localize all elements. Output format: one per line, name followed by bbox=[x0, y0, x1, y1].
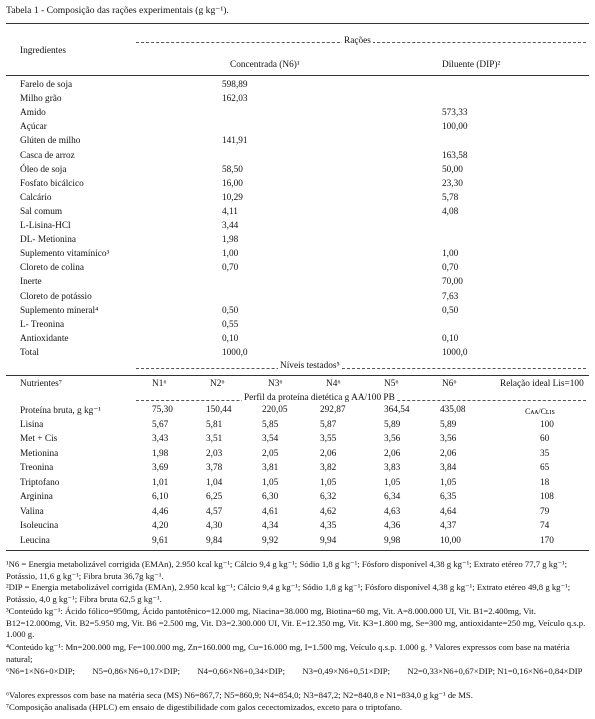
concentrada-value: 141,91 bbox=[222, 136, 248, 147]
table-row bbox=[0, 492, 595, 506]
nutrient-name: Leucina bbox=[20, 535, 50, 546]
level-n2-value: 150,44 bbox=[206, 405, 232, 415]
level-n3-value: 5,85 bbox=[262, 419, 279, 430]
level-n4-value: 9,94 bbox=[320, 535, 337, 546]
relacao-value: 60 bbox=[540, 434, 550, 444]
level-n4-value: 3,82 bbox=[320, 463, 337, 473]
ingredient-name: L-Lisina-HCl bbox=[20, 221, 71, 231]
relacao-value: 74 bbox=[540, 521, 550, 531]
table-row bbox=[0, 80, 595, 94]
table-row bbox=[0, 449, 595, 463]
table-row bbox=[0, 108, 595, 122]
nutrient-name: Proteína bruta, g kg⁻¹ bbox=[20, 406, 102, 416]
level-n6-value: 3,56 bbox=[440, 434, 457, 444]
nutrient-name: Lisina bbox=[20, 419, 44, 430]
level-n3-value: 4,34 bbox=[262, 521, 279, 531]
footnote: ¹N6 = Energia metabolizável corrigida (EMAn), 2.950 kcal kg⁻¹; Cálcio 9,4 g kg⁻¹; Sódio 1,8 g kg⁻¹; Fósforo disponível 4,38 g kg⁻¹; Extrato etéreo 77,7 g kg⁻¹; Potássio, 11,6 g kg⁻¹; Fibra bruta 36,7g kg⁻¹. bbox=[6, 559, 570, 581]
table-row bbox=[0, 122, 595, 136]
level-n4-value: 4,35 bbox=[320, 521, 337, 531]
diluente-value: 1,00 bbox=[442, 249, 459, 260]
concentrada-value: 3,44 bbox=[222, 221, 239, 231]
concentrada-value: 16,00 bbox=[222, 178, 243, 189]
relacao-value: 108 bbox=[540, 492, 554, 502]
table-row bbox=[0, 292, 595, 306]
ingredient-name: Antioxidante bbox=[20, 333, 69, 344]
level-n3-value: 3,54 bbox=[262, 434, 279, 444]
ingredient-name: Amido bbox=[20, 108, 46, 119]
level-n5-value: 4,36 bbox=[384, 521, 401, 531]
concentrada-value: 162,03 bbox=[222, 94, 248, 105]
level-n1-value: 4,46 bbox=[152, 506, 169, 517]
diluente-value: 70,00 bbox=[442, 277, 463, 288]
n2-header: N2⁶ bbox=[210, 379, 225, 389]
diluente-value: 1000,0 bbox=[442, 347, 468, 358]
footnote: ⁴Conteúdo kg⁻¹: Mn=200.000 mg, Fe=100.000 mg, Zn=160.000 mg, Cu=16.000 mg, I=1.500 mg, Veículo q.s.p. 1.000 g. ⁵ Valores expressos com base na matéria natural; bbox=[6, 642, 572, 664]
level-n2-value: 4,57 bbox=[206, 506, 223, 517]
level-n2-value: 4,30 bbox=[206, 521, 223, 531]
level-n2-value: 3,78 bbox=[206, 463, 223, 473]
level-n1-value: 5,67 bbox=[152, 419, 169, 430]
concentrada-header: Concentrada (N6)¹ bbox=[230, 60, 300, 70]
ingredient-name: Farelo de soja bbox=[20, 80, 73, 90]
level-n1-value: 1,01 bbox=[152, 477, 169, 488]
level-n4-value: 292,87 bbox=[320, 405, 346, 415]
table-row bbox=[0, 249, 595, 263]
level-n4-value: 4,62 bbox=[320, 506, 337, 517]
ingredient-name: Cloreto de colina bbox=[20, 263, 85, 274]
ingredient-name: Sal comum bbox=[20, 206, 63, 217]
level-n2-value: 1,04 bbox=[206, 477, 223, 488]
relacao-value: 170 bbox=[540, 535, 554, 546]
relacao-value: 100 bbox=[540, 419, 554, 430]
level-n6-value: 5,89 bbox=[440, 419, 457, 430]
ingredient-name: Suplemento mineral⁴ bbox=[20, 305, 99, 316]
ingredient-name: L- Treonina bbox=[20, 319, 65, 330]
level-n3-value: 1,05 bbox=[262, 477, 279, 488]
diluente-value: 100,00 bbox=[442, 122, 468, 133]
top-rule bbox=[6, 23, 589, 24]
footnote: ⁷Composição analisada (HPLC) em ensaio de digestibilidade com galos cecectomizados, exceto para o triptofano. bbox=[6, 702, 403, 712]
concentrada-value: 1000,0 bbox=[222, 347, 248, 358]
level-n5-value: 4,63 bbox=[384, 506, 401, 517]
table-row bbox=[0, 536, 595, 550]
nutrient-name: Valina bbox=[20, 506, 44, 517]
level-n5-value: 1,05 bbox=[384, 477, 401, 488]
table-row bbox=[0, 306, 595, 320]
niveis-span-rule bbox=[136, 368, 586, 369]
level-n3-value: 6,30 bbox=[262, 492, 279, 502]
table-row bbox=[0, 434, 595, 448]
relacao-value: 18 bbox=[540, 477, 550, 488]
footnote: ⁶Valores expressos com base na matéria seca (MS) N6=867,7; N5=860,9; N4=854,0; N3=847,2; N2=840,8 e N1=834,0 g kg⁻¹ de MS. bbox=[6, 690, 473, 700]
concentrada-value: 0,50 bbox=[222, 305, 239, 316]
concentrada-value: 0,55 bbox=[222, 319, 239, 330]
level-n2-value: 2,03 bbox=[206, 448, 223, 459]
level-n5-value: 9,98 bbox=[384, 535, 401, 546]
table-row bbox=[0, 478, 595, 492]
ingredient-name: Suplemento vitamínico³ bbox=[20, 249, 110, 260]
diluente-value: 0,50 bbox=[442, 305, 459, 316]
ingredient-name: Óleo de soja bbox=[20, 164, 67, 175]
level-n2-value: 3,51 bbox=[206, 434, 223, 444]
relacao-value: 35 bbox=[540, 448, 550, 459]
nutrient-name: Met + Cis bbox=[20, 434, 58, 444]
level-n5-value: 3,56 bbox=[384, 434, 401, 444]
footnote: ³Conteúdo kg⁻¹: Ácido fólico=950mg, Ácido pantotênico=12.000 mg, Niacina=38.000 mg, Biotina=60 mg, Vit. A=8.000.000 UI, Vit. B1=2.400mg, Vit. B12=12.000mg, Vit. B2=5.950 mg, Vit. B6 =2.500 mg, Vit. D3=2.300.000 UI, Vit. E=12.350 mg, Vit. K3=1.800 mg, Se=300 mg, antioxidante=250 mg, Veículo q.s.p. 1.000 g. bbox=[6, 606, 588, 640]
level-n6-value: 10,00 bbox=[440, 535, 461, 546]
table-caption: Tabela 1 - Composição das rações experimentais (g kg⁻¹). bbox=[6, 5, 229, 16]
nutrient-name: Metionina bbox=[20, 448, 59, 459]
diluente-value: 23,30 bbox=[442, 178, 463, 189]
caa-header: Cᴀᴀ/Cʟɪѕ bbox=[525, 407, 555, 416]
level-n4-value: 3,55 bbox=[320, 434, 337, 444]
table-row bbox=[0, 207, 595, 221]
level-n1-value: 3,43 bbox=[152, 434, 169, 444]
level-n1-value: 3,69 bbox=[152, 463, 169, 473]
level-n6-value: 435,08 bbox=[440, 405, 466, 415]
level-n4-value: 6,32 bbox=[320, 492, 337, 502]
level-n4-value: 5,87 bbox=[320, 419, 337, 430]
nutrient-name: Arginina bbox=[20, 492, 53, 502]
ingredientes-header: Ingredientes bbox=[20, 46, 66, 56]
table-row bbox=[0, 165, 595, 179]
nutrientes-header: Nutrientes⁷ bbox=[20, 379, 62, 389]
concentrada-value: 0,70 bbox=[222, 263, 239, 274]
footnote: ⁶N6=1×N6+0×DIP; N5=0,86×N6+0,17×DIP; N4=0,66×N6+0,34×DIP; N3=0,49×N6+0,51×DIP; N2=0,33×N6+0,67×DIP; N1=0,16×N6+0,84×DIP bbox=[6, 666, 583, 676]
level-n1-value: 6,10 bbox=[152, 492, 169, 502]
ingredient-name: Inerte bbox=[20, 277, 42, 288]
relacao-value: 79 bbox=[540, 506, 550, 517]
level-n2-value: 6,25 bbox=[206, 492, 223, 502]
diluente-value: 0,10 bbox=[442, 333, 459, 344]
table-row bbox=[0, 507, 595, 521]
n4-header: N4⁶ bbox=[326, 379, 341, 389]
concentrada-value: 58,50 bbox=[222, 164, 243, 175]
level-n6-value: 4,37 bbox=[440, 521, 457, 531]
level-n6-value: 6,35 bbox=[440, 492, 457, 502]
diluente-value: 0,70 bbox=[442, 263, 459, 274]
bottom-rule bbox=[6, 550, 589, 551]
table-row bbox=[0, 179, 595, 193]
concentrada-value: 1,98 bbox=[222, 235, 239, 246]
concentrada-value: 598,89 bbox=[222, 80, 248, 90]
level-n6-value: 4,64 bbox=[440, 506, 457, 517]
n6-header: N6⁶ bbox=[442, 379, 457, 389]
table-row bbox=[0, 193, 595, 207]
level-n2-value: 5,81 bbox=[206, 419, 223, 430]
relacao-header: Relação ideal Lis=100 bbox=[500, 379, 584, 389]
nutrient-name: Isoleucina bbox=[20, 521, 59, 531]
table-row bbox=[0, 94, 595, 108]
level-n5-value: 5,89 bbox=[384, 419, 401, 430]
diluente-value: 573,33 bbox=[442, 108, 468, 119]
diluente-value: 163,58 bbox=[442, 150, 468, 161]
ingredient-name: Fosfato bicálcico bbox=[20, 178, 84, 189]
concentrada-value: 0,10 bbox=[222, 333, 239, 344]
concentrada-value: 4,11 bbox=[222, 206, 238, 217]
level-n5-value: 364,54 bbox=[384, 405, 410, 415]
level-n6-value: 1,05 bbox=[440, 477, 457, 488]
ingredient-name: DL- Metionina bbox=[20, 235, 77, 246]
n5-header: N5⁶ bbox=[384, 379, 399, 389]
table-row bbox=[0, 334, 595, 348]
level-n4-value: 1,05 bbox=[320, 477, 337, 488]
level-n3-value: 9,92 bbox=[262, 535, 279, 546]
level-n6-value: 2,06 bbox=[440, 448, 457, 459]
n3-header: N3⁶ bbox=[268, 379, 283, 389]
racoes-header: Rações bbox=[344, 36, 371, 46]
table-row bbox=[0, 405, 595, 419]
level-n4-value: 2,06 bbox=[320, 448, 337, 459]
table-row bbox=[0, 320, 595, 334]
ingredient-name: Total bbox=[20, 347, 39, 358]
table-row bbox=[0, 151, 595, 165]
ingredient-name: Milho grão bbox=[20, 94, 62, 105]
level-n1-value: 9,61 bbox=[152, 535, 169, 546]
relacao-value: 65 bbox=[540, 463, 550, 473]
concentrada-value: 1,00 bbox=[222, 249, 239, 260]
table-row bbox=[0, 348, 595, 362]
level-n2-value: 9,84 bbox=[206, 535, 223, 546]
level-n3-value: 2,05 bbox=[262, 448, 279, 459]
footnote: ²DIP = Energia metabolizável corrigida (EMAn), 2.950 kcal kg⁻¹; Cálcio 9,4 g kg⁻¹; Sódio 1,8 g kg⁻¹; Fósforo disponível 4,38 g kg⁻¹; Extrato etéreo 49,8 g kg⁻¹; Potássio, 4,0 g kg⁻¹; Fibra bruta 62,5 g kg⁻¹. bbox=[6, 582, 573, 604]
table-row bbox=[0, 463, 595, 477]
level-n1-value: 75,30 bbox=[152, 405, 173, 415]
n1-header: N1⁶ bbox=[152, 379, 167, 389]
header-rule bbox=[6, 75, 589, 76]
ingredient-name: Cloreto de potássio bbox=[20, 291, 92, 302]
diluente-value: 4,08 bbox=[442, 206, 459, 217]
diluente-value: 5,78 bbox=[442, 192, 459, 203]
level-n3-value: 220,05 bbox=[262, 405, 288, 415]
diluente-value: 7,63 bbox=[442, 291, 459, 302]
level-n1-value: 4,20 bbox=[152, 521, 169, 531]
ingredient-name: Glúten de milho bbox=[20, 136, 81, 147]
niveis-header: Níveis testados⁵ bbox=[280, 361, 340, 371]
concentrada-value: 10,29 bbox=[222, 192, 243, 203]
level-n3-value: 3,81 bbox=[262, 463, 279, 473]
level-n1-value: 1,98 bbox=[152, 448, 169, 459]
table-row bbox=[0, 277, 595, 291]
nutrient-name: Treonina bbox=[20, 463, 54, 473]
table-row bbox=[0, 136, 595, 150]
level-n5-value: 3,83 bbox=[384, 463, 401, 473]
diluente-value: 50,00 bbox=[442, 164, 463, 175]
table-row bbox=[0, 235, 595, 249]
ingredient-name: Açúcar bbox=[20, 122, 47, 133]
perfil-header: Perfil da proteína dietética g AA/100 PB bbox=[244, 393, 395, 403]
table-row bbox=[0, 521, 595, 535]
level-n3-value: 4,61 bbox=[262, 506, 279, 517]
section-rule bbox=[6, 375, 589, 376]
table-row bbox=[0, 221, 595, 235]
level-n5-value: 6,34 bbox=[384, 492, 401, 502]
level-n5-value: 2,06 bbox=[384, 448, 401, 459]
table-row bbox=[0, 263, 595, 277]
diluente-header: Diluente (DIP)² bbox=[442, 60, 501, 70]
table-row bbox=[0, 420, 595, 434]
level-n6-value: 3,84 bbox=[440, 463, 457, 473]
ingredient-name: Casca de arroz bbox=[20, 150, 75, 161]
ingredient-name: Calcário bbox=[20, 192, 52, 203]
nutrient-name: Triptofano bbox=[20, 477, 60, 488]
